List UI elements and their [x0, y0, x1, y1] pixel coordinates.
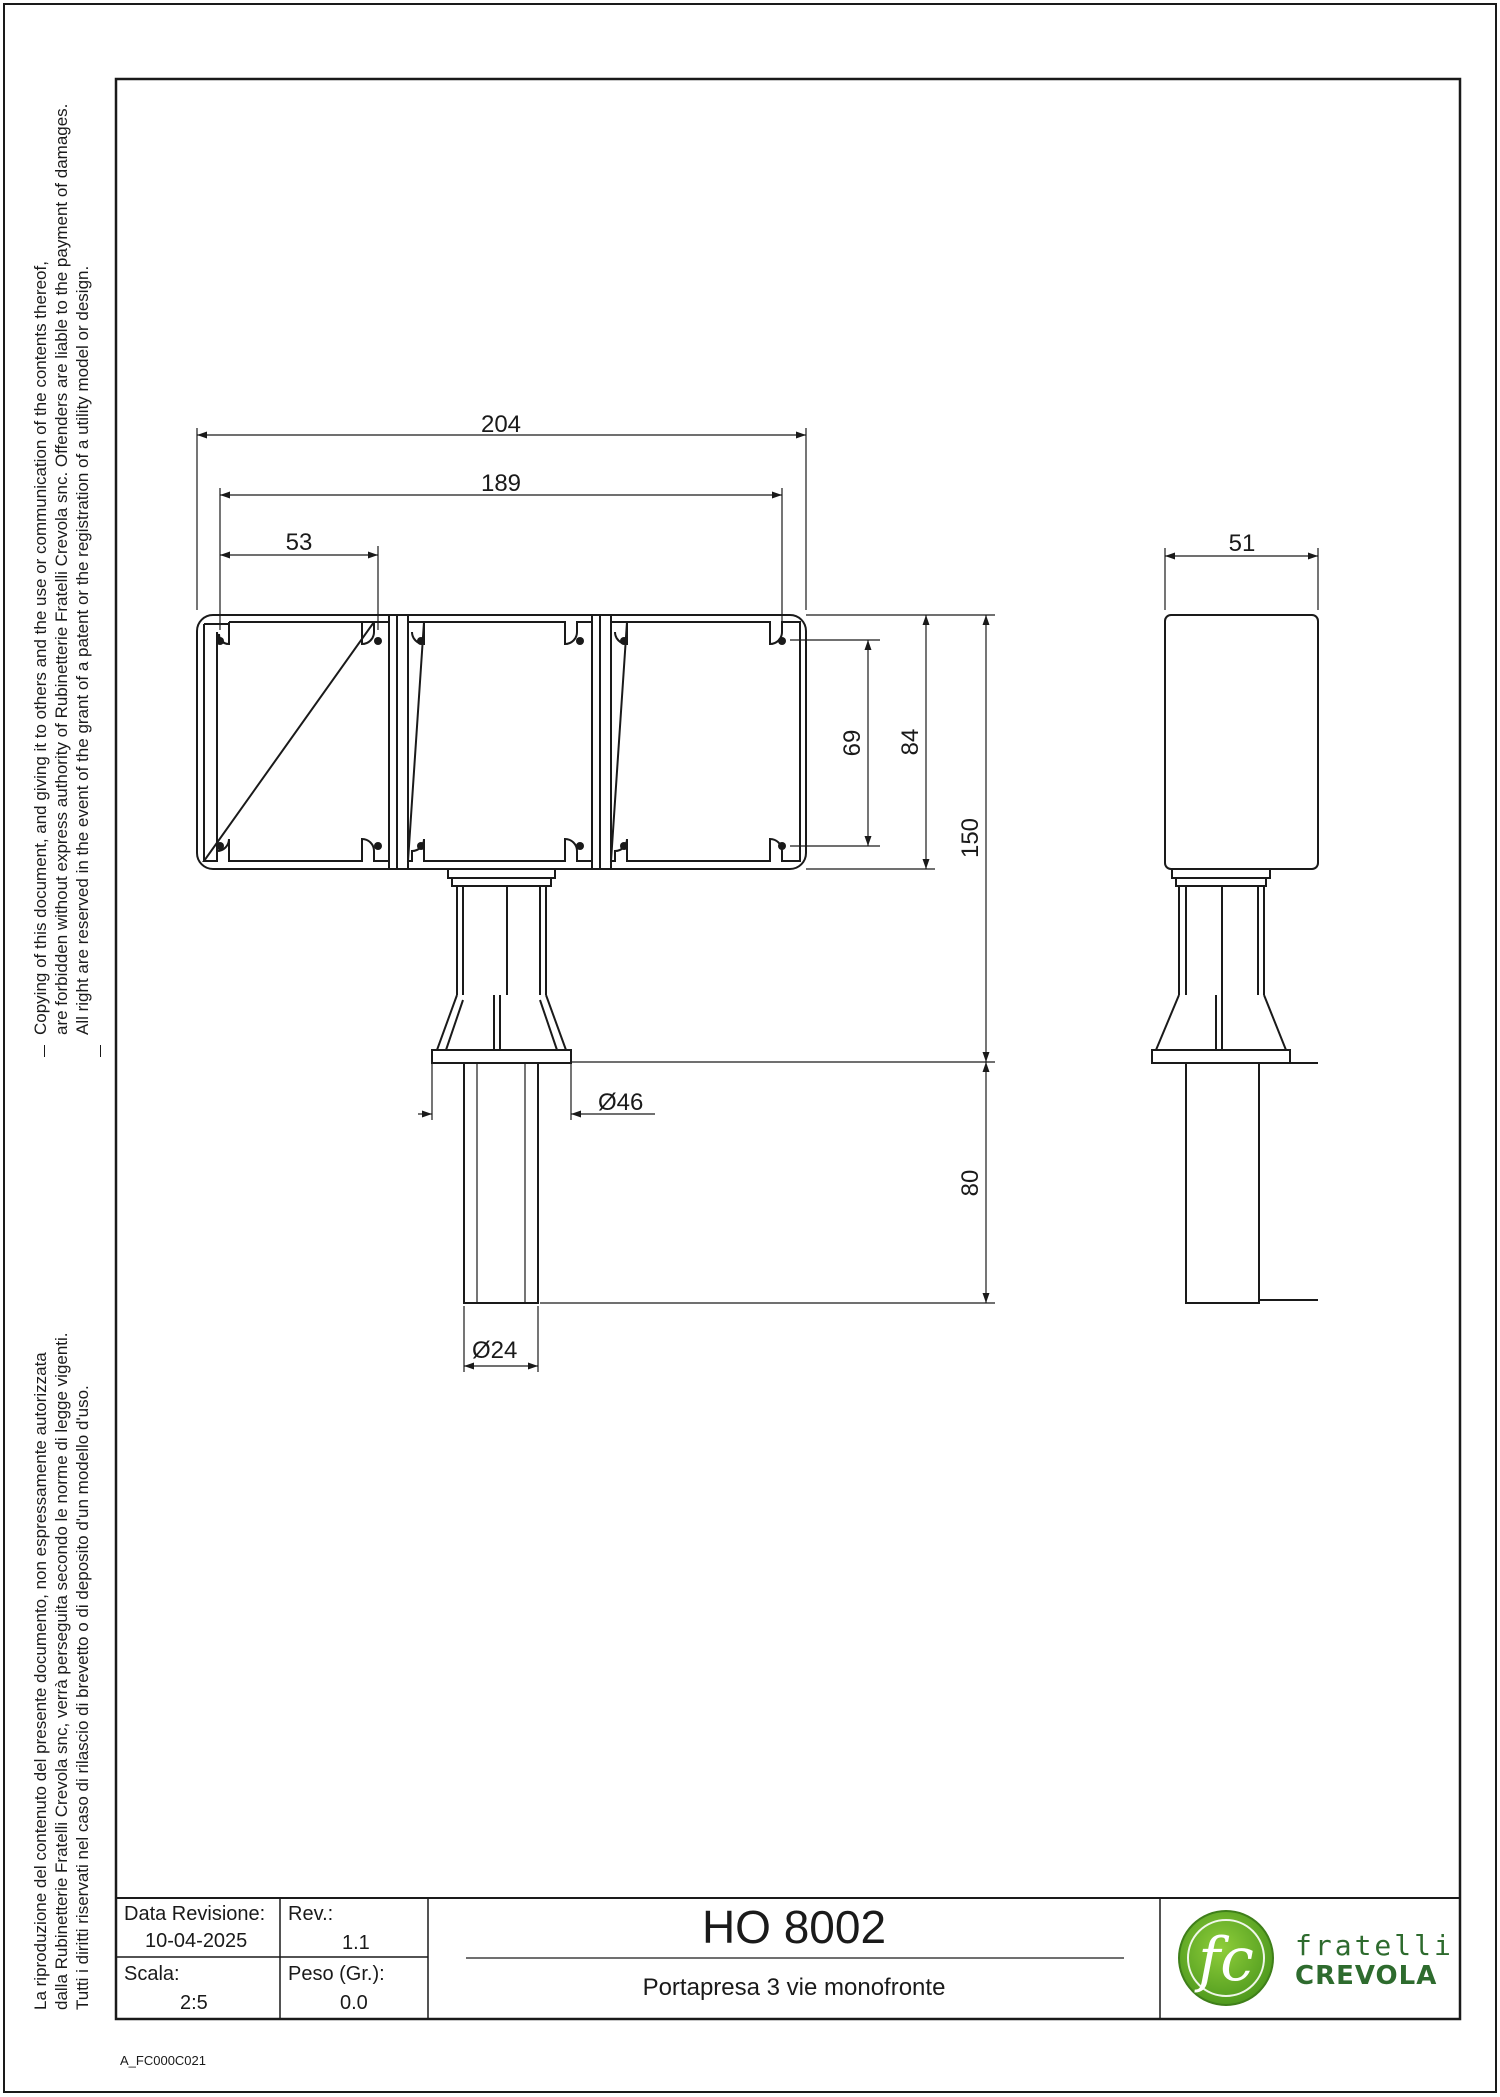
notice-english-line-1: Copying of this document, and giving it to others and the use or communication of the contents thereof,	[31, 261, 50, 1035]
side-view	[1152, 615, 1318, 1303]
pipe	[464, 1063, 538, 1303]
notice-italian-line-1: La riproduzione del contenuto del presente documento, non espressamente autorizzata	[31, 1352, 50, 2010]
notice-italian-line-2: dalla Rubinetterie Fratelli Crevola snc, verrà perseguita secondo le norme di legge vigenti.	[52, 1332, 71, 2010]
module-2-contour	[408, 622, 592, 861]
notice-english-line-2: are forbidden without express authority of Rubinetterie Fratelli Crevola snc. Offenders are liable to the payment of damages.	[52, 103, 71, 1035]
dim-diameter-pipe: Ø24	[472, 1337, 518, 1364]
logo-brand-line1: fratelli	[1295, 1929, 1454, 1962]
outer-frame	[4, 4, 1496, 2092]
revision-date-value: 10-04-2025	[145, 1930, 248, 1952]
dimension-lines	[197, 428, 1318, 1372]
side-housing	[1165, 615, 1318, 869]
dim-width-total: 204	[480, 411, 522, 438]
front-view	[197, 615, 806, 1303]
scale-label: Scala:	[124, 1963, 180, 1985]
module-3-contour	[611, 622, 800, 861]
weight-value: 0.0	[340, 1992, 368, 2014]
product-code: HO 8002	[701, 1901, 887, 1953]
weight-label: Peso (Gr.):	[288, 1963, 385, 1985]
notice-separator-2	[100, 1045, 101, 1057]
dim-height-box: 84	[897, 728, 924, 756]
dim-diameter-flange: Ø46	[598, 1089, 644, 1116]
dim-width-holes: 189	[480, 470, 522, 497]
drawing-code: A_FC000C021	[120, 2053, 206, 2068]
notice-separator	[44, 1045, 45, 1057]
dim-height-total: 150	[957, 817, 984, 859]
dim-width-module: 53	[285, 529, 313, 556]
product-description: Portapresa 3 vie monofronte	[642, 1974, 946, 2001]
side-pipe	[1186, 1063, 1259, 1303]
rev-value: 1.1	[342, 1932, 370, 1954]
notice-italian-line-3: Tutti i diritti riservati nel caso di rilascio di brevetto o di deposito d'un modello d'uso.	[73, 1385, 92, 2010]
dim-depth: 51	[1228, 530, 1256, 557]
notice-english	[30, 75, 93, 1035]
dim-height-pipe: 80	[957, 1169, 984, 1197]
rev-label: Rev.:	[288, 1903, 334, 1925]
notice-english-line-3: All right are reserved in the event of the grant of a patent or the registration of a utility model or design.	[73, 265, 92, 1035]
notice-italian	[30, 1310, 93, 2010]
company-logo	[1179, 1911, 1454, 2005]
screw-holes	[216, 637, 786, 850]
logo-monogram: fc	[1198, 1925, 1254, 1995]
scale-value: 2:5	[180, 1992, 208, 2014]
dim-height-holes: 69	[839, 729, 866, 757]
module-1-contour	[204, 622, 389, 861]
logo-brand-line2: CREVOLA	[1295, 1961, 1438, 1991]
support-stem	[448, 869, 555, 886]
revision-date-label: Data Revisione:	[124, 1903, 266, 1925]
